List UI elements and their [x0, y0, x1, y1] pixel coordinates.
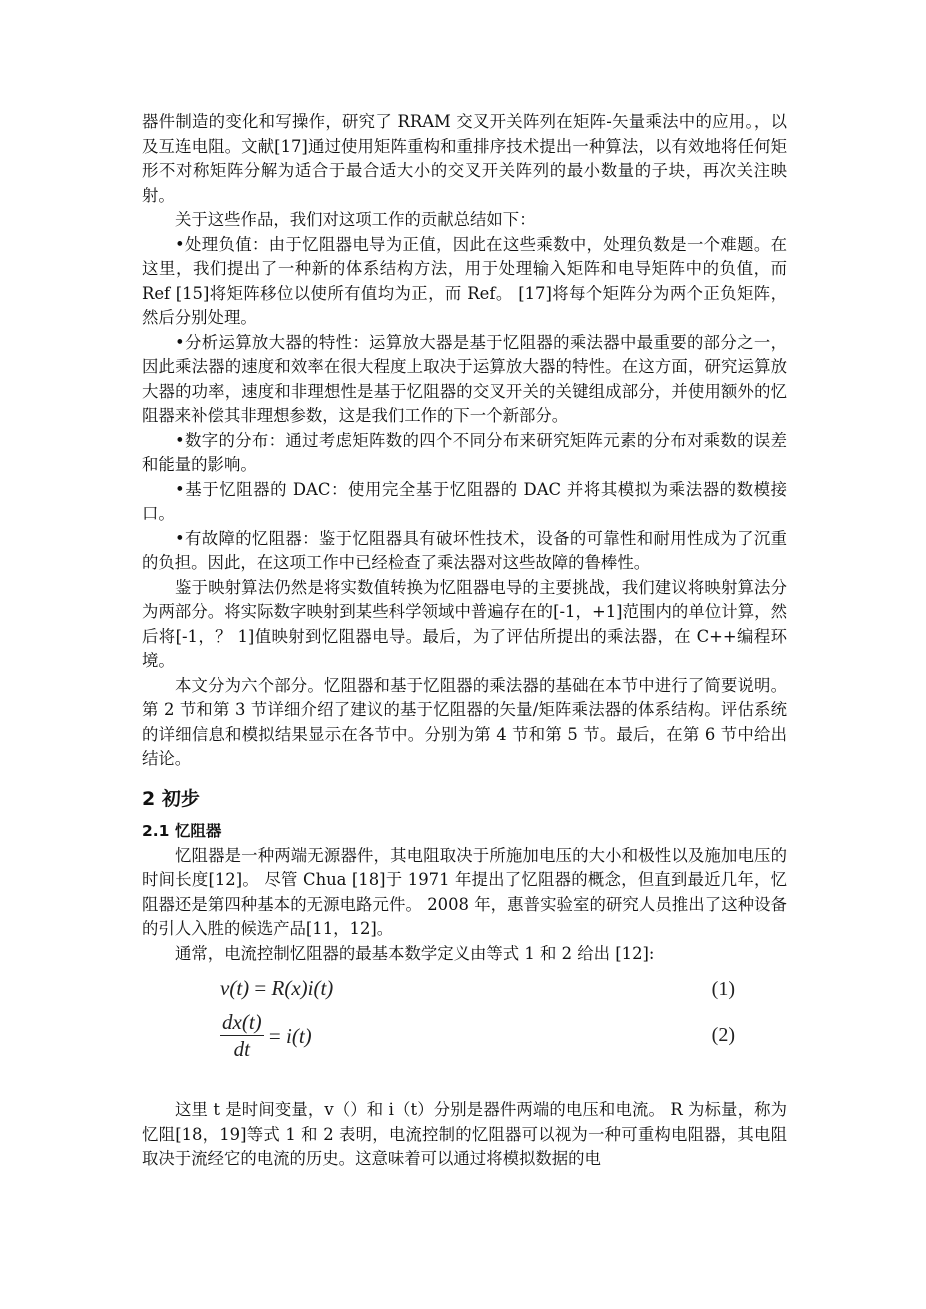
- paragraph-paper-organization: 本文分为六个部分。忆阻器和基于忆阻器的乘法器的基础在本节中进行了简要说明。 第 2 节和第 3 节详细介绍了建议的基于忆阻器的矢量/矩阵乘法器的体系结构。评估系统的详细信息和模拟结果显示在各节中。分别为第 4 节和第 5 节。最后，在第 6 节中给出结论。: [142, 675, 787, 768]
- equation-2: [220, 1010, 312, 1062]
- paragraph-definition-intro: 通常，电流控制忆阻器的最基本数学定义由等式 1 和 2 给出 [12]:: [175, 943, 655, 963]
- paragraph-equation-explanation: 这里 t 是时间变量，v（）和 i（t）分别是器件两端的电压和电流。 R 为标量，称为忆阻[18，19]等式 1 和 2 表明，电流控制的忆阻器可以视为一种可重构电阻器，其电阻取决于流经它的电流的历史。这意味着可以通过将模拟数据的电: [142, 1100, 787, 1168]
- equation-1-number: (1): [711, 978, 735, 1000]
- bullet-number-distribution: •数字的分布：通过考虑矩阵数的四个不同分布来研究矩阵元素的分布对乘数的误差和能量的影响。: [142, 430, 787, 474]
- equation-2-number: (2): [711, 1024, 735, 1046]
- document-page: [142, 110, 787, 1172]
- paragraph-related-work-end: 器件制造的变化和写操作，研究了 RRAM 交叉开关阵列在矩阵-矢量乘法中的应用。，以及互连电阻。文献[17]通过使用矩阵重构和重排序技术提出一种算法，以有效地将任何矩形不对称矩阵分解为适合于最合适大小的交叉开关阵列的最小数量的子块，再次关注映射。: [142, 112, 787, 205]
- equation-1: [220, 976, 333, 1001]
- bullet-negative-values: •处理负值：由于忆阻器电导为正值，因此在这些乘数中，处理负数是一个难题。在这里，我们提出了一种新的体系结构方法，用于处理输入矩阵和电导矩阵中的负值，而 Ref [15]将矩阵移位以使所有值均为正，而 Ref。 [17]将每个矩阵分为两个正负矩阵，然后分别处理。: [142, 234, 787, 327]
- bullet-memristor-dac: •基于忆阻器的 DAC：使用完全基于忆阻器的 DAC 并将其模拟为乘法器的数模接口。: [142, 479, 787, 523]
- eq1-lhs: v(t): [220, 976, 250, 1000]
- section-heading: 2 初步: [142, 787, 200, 810]
- paragraph-memristor-intro: 忆阻器是一种两端无源器件，其电阻取决于所施加电压的大小和极性以及施加电压的时间长度[12]。 尽管 Chua [18]于 1971 年提出了忆阻器的概念，但直到最近几年，忆阻器还是第四种基本的无源电路元件。 2008 年，惠普实验室的研究人员推出了这种设备的引人入胜的候选产品[11，12]。: [142, 845, 787, 938]
- eq2-fraction: [220, 1010, 264, 1062]
- eq2-denominator: dt: [233, 1037, 250, 1061]
- eq2-rhs: i(t): [286, 1023, 312, 1048]
- eq1-rhs: R(x)i(t): [271, 976, 334, 1000]
- eq2-equals: =: [268, 1023, 281, 1048]
- paragraph-mapping-algorithm: 鉴于映射算法仍然是将实数值转换为忆阻器电导的主要挑战，我们建议将映射算法分为两部分。将实际数字映射到某些科学领域中普遍存在的[-1，+1]范围内的单位计算，然后将[-1，？ 1]值映射到忆阻器电导。最后，为了评估所提出的乘法器，在 C++编程环境。: [142, 577, 787, 670]
- eq2-numerator: dx(t): [222, 1010, 262, 1034]
- subsection-heading: 2.1 忆阻器: [142, 821, 222, 840]
- equation-block: [142, 974, 787, 1072]
- bullet-faulty-memristor: •有故障的忆阻器：鉴于忆阻器具有破坏性技术，设备的可靠性和耐用性成为了沉重的负担。因此，在这项工作中已经检查了乘法器对这些故障的鲁棒性。: [142, 528, 787, 572]
- eq1-equals: =: [254, 976, 267, 1000]
- paragraph-contributions-intro: 关于这些作品，我们对这项工作的贡献总结如下：: [175, 210, 536, 229]
- bullet-opamp-analysis: •分析运算放大器的特性：运算放大器是基于忆阻器的乘法器中最重要的部分之一，因此乘法器的速度和效率在很大程度上取决于运算放大器的特性。在这方面，研究运算放大器的功率，速度和非理想性是基于忆阻器的交叉开关的关键组成部分，并使用额外的忆阻器来补偿其非理想参数，这是我们工作的下一个新部分。: [142, 332, 787, 425]
